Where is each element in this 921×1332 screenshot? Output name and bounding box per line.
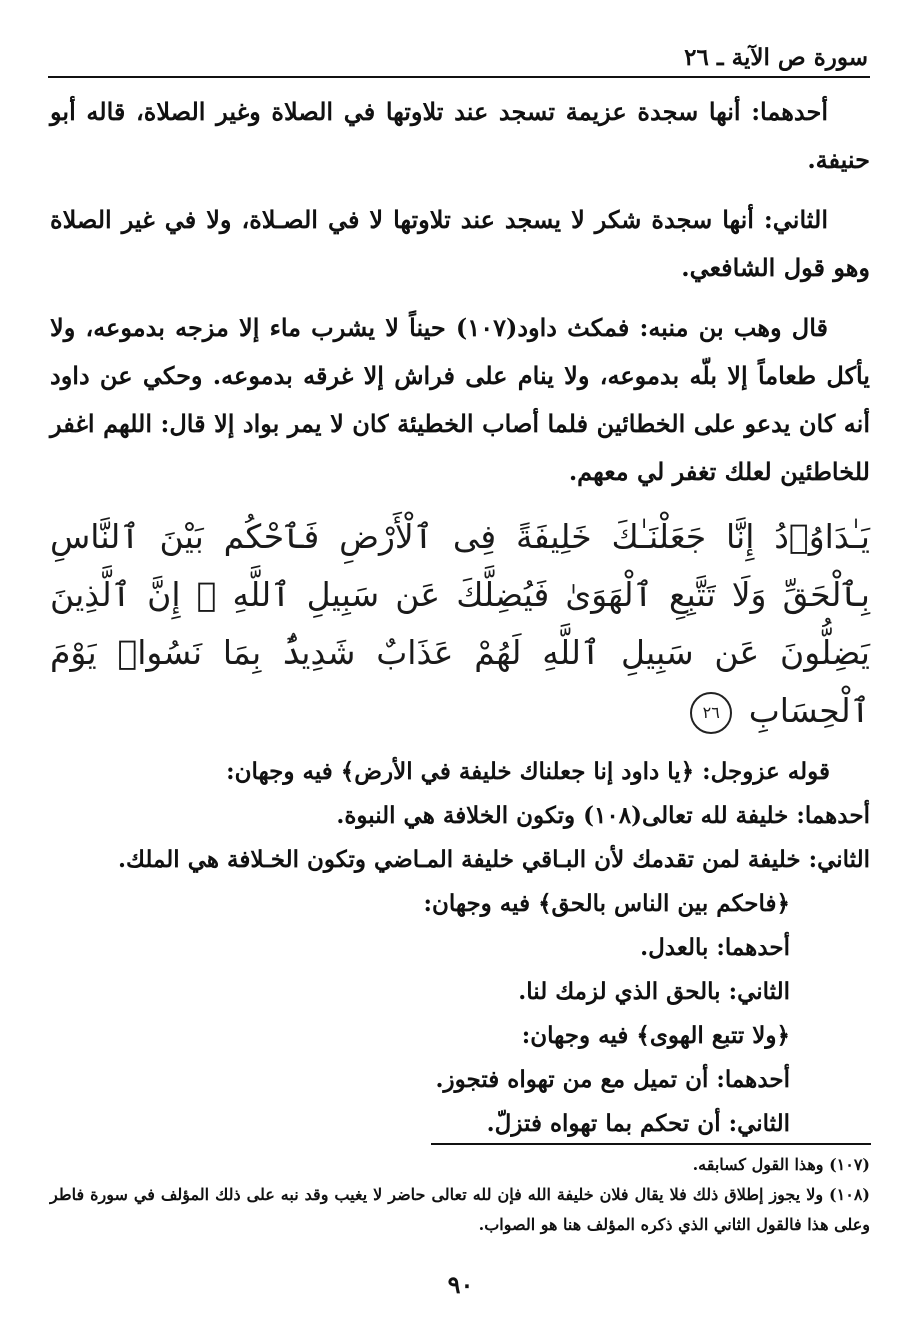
page-header [48, 38, 870, 78]
commentary-line-1: قوله عزوجل: ﴿يا داود إنا جعلناك خليفة في الأرض﴾ فيه وجهان: [226, 758, 830, 785]
footnotes [50, 1150, 870, 1240]
paragraph-2-text: الثاني: أنها سجدة شكر لا يسجد عند تلاوتها لا في الصـلاة، ولا في غير الصلاة وهو قول الشافعي. [50, 205, 870, 282]
commentary-line-9: الثاني: أن تحكم بما تهواه فتزلّ. [486, 1110, 790, 1137]
paragraph-1 [50, 88, 870, 184]
quran-verse-text: يَـٰدَاوُۥدُ إِنَّا جَعَلْنَـٰكَ خَلِيفَةً فِى ٱلْأَرْضِ فَٱحْكُم بَيْنَ ٱلنَّاسِ بِٱلْحَقِّ وَلَا تَتَّبِعِ ٱلْهَوَىٰ فَيُضِلَّكَ عَن سَبِيلِ ٱللَّهِ ۚ إِنَّ ٱلَّذِينَ يَضِلُّونَ عَن سَبِيلِ ٱللَّهِ لَهُمْ عَذَابٌ شَدِيدٌۢ بِمَا نَسُوا۟ يَوْمَ ٱلْحِسَابِ [50, 517, 870, 730]
footnote-separator [431, 1143, 871, 1145]
commentary-line-3: الثاني: خليفة لمن تقدمك لأن البـاقي خليفة المـاضي وتكون الخـلافة هي الملك. [117, 846, 870, 873]
quran-verse [50, 508, 870, 740]
page-number: ٩٠ [447, 1270, 474, 1299]
paragraph-1-text: أحدهما: أنها سجدة عزيمة تسجد عند تلاوتها في الصلاة وغير الصلاة، قاله أبو حنيفة. [50, 97, 870, 174]
commentary-line-2: أحدهما: خليفة لله تعالى(١٠٨) وتكون الخلافة هي النبوة. [336, 802, 870, 829]
paragraph-2 [50, 196, 870, 292]
footnote-107: (١٠٧) وهذا القول كسابقه. [692, 1155, 870, 1174]
ayah-number-marker: ٢٦ [690, 692, 732, 734]
running-title: سورة ص الآية ـ ٢٦ [684, 44, 868, 71]
commentary-line-7: ﴿ولا تتبع الهوى﴾ فيه وجهان: [521, 1022, 790, 1049]
commentary-line-5: أحدهما: بالعدل. [640, 934, 790, 961]
commentary-line-4: ﴿فاحكم بين الناس بالحق﴾ فيه وجهان: [423, 890, 790, 917]
footnote-108: (١٠٨) ولا يجوز إطلاق ذلك فلا يقال فلان خليفة الله فإن لله تعالى حاضر لا يغيب وقد نبه على ذلك المؤلف في سورة فاطر وعلى هذا فالقول الثاني الذي ذكره المؤلف هنا هو الصواب. [50, 1185, 870, 1234]
paragraph-3 [50, 304, 870, 496]
page-body [50, 88, 870, 1146]
commentary-line-6: الثاني: بالحق الذي لزمك لنا. [518, 978, 790, 1005]
paragraph-3-text: قال وهب بن منبه: فمكث داود(١٠٧) حيناً لا يشرب ماء إلا مزجه بدموعه، ولا يأكل طعاماً إلا بلّه بدموعه، ولا ينام على فراش إلا غرقه بدموعه. وحكي عن داود أنه كان يدعو على الخطائين فلما أصاب الخطيئة كان لا يمر بواد إلا قال: اللهم اغفر للخاطئين لعلك تغفر لي معهم. [50, 313, 870, 486]
commentary-line-8: أحدهما: أن تميل مع من تهواه فتجوز. [435, 1066, 790, 1093]
